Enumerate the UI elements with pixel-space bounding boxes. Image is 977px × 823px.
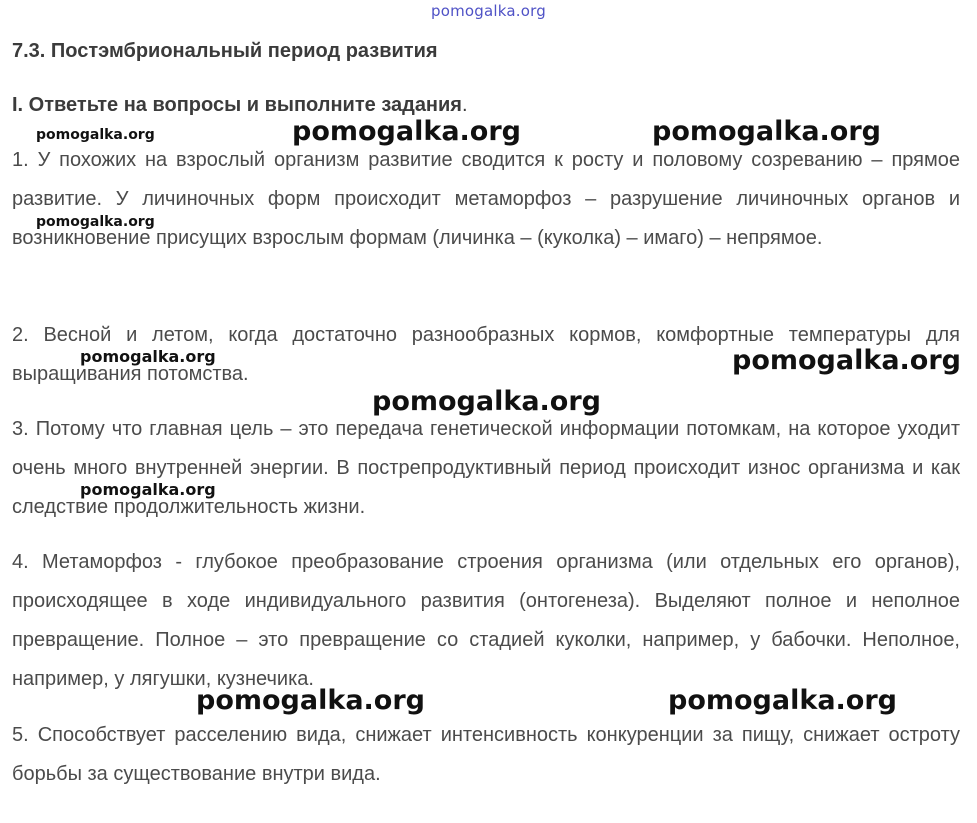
answer-2: 2. Весной и летом, когда достаточно разнообразных кормов, комфортные температуры для выращивания потомства.: [12, 324, 960, 385]
answer-4: 4. Метаморфоз - глубокое преобразование строения организма (или отдельных его органов), происходящее в ходе индивидуального развития (онтогенеза). Выделяют полное и неполное превращение. Полное – это превращение со стадией куколки, например, у бабочки. Неполное, например, у лягушки, кузнечика.: [12, 551, 960, 690]
answer-1: 1. У похожих на взрослый организм развитие сводится к росту и половому созреванию – прямое развитие. У личиночных форм происходит метаморфоз – разрушение личиночных органов и возникновение присущих взрослым формам (личинка – (куколка) – имаго) – непрямое.: [12, 149, 960, 249]
watermark: pomogalka.org: [36, 214, 155, 230]
watermark: pomogalka.org: [292, 116, 521, 147]
watermark: pomogalka.org: [80, 480, 216, 499]
subheading-text: I. Ответьте на вопросы и выполните задания: [12, 94, 462, 116]
watermark: pomogalka.org: [668, 685, 897, 716]
answer-3: 3. Потому что главная цель – это передача генетической информации потомкам, на которое уходит очень много внутренней энергии. В пострепродуктивный период происходит износ организма и как следствие продолжительность жизни.: [12, 418, 960, 518]
subheading-period: .: [461, 94, 468, 116]
watermark: pomogalka.org: [372, 386, 601, 417]
answer-5: 5. Способствует расселению вида, снижает интенсивность конкуренции за пищу, снижает остроту борьбы за существование внутри вида.: [12, 724, 960, 785]
header-watermark: pomogalka.org: [431, 2, 546, 20]
watermark: pomogalka.org: [36, 127, 155, 143]
watermark: pomogalka.org: [652, 116, 881, 147]
watermark: pomogalka.org: [196, 685, 425, 716]
watermark: pomogalka.org: [80, 347, 216, 366]
section-title: 7.3. Постэмбриональный период развития: [12, 40, 438, 62]
watermark: pomogalka.org: [732, 345, 961, 376]
subheading: [12, 94, 468, 117]
